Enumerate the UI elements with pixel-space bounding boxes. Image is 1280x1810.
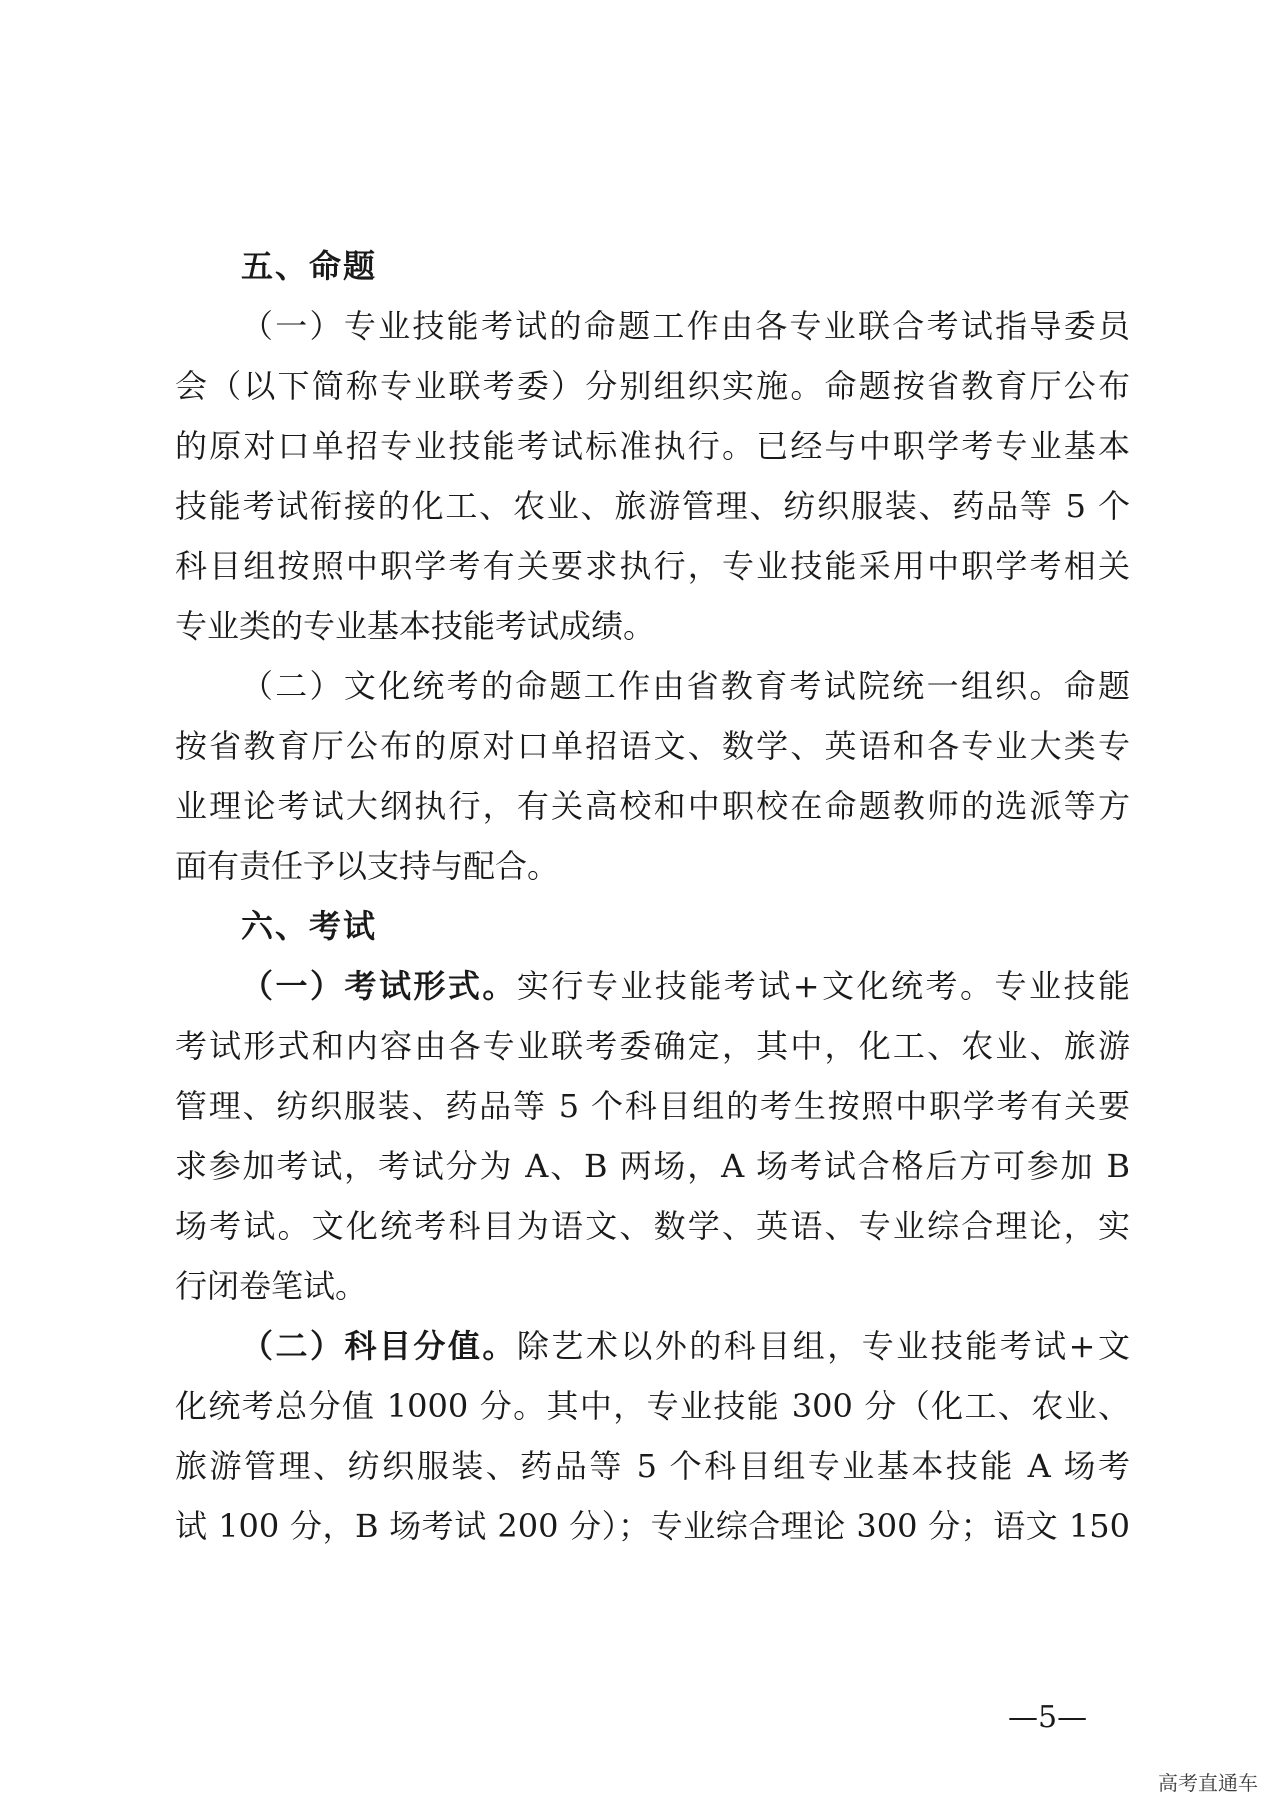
paragraph-5-2 (175, 656, 1130, 896)
text-line: （二）文化统考的命题工作由省教育考试院统一组织。命题 (241, 667, 1130, 705)
paragraph-6-2 (175, 1316, 1130, 1556)
text-line: 技能考试衔接的化工、农业、旅游管理、纺织服装、药品等 5 个 (175, 487, 1130, 525)
text-line: 管理、纺织服装、药品等 5 个科目组的考生按照中职学考有关要 (175, 1087, 1130, 1125)
paragraph-5-1 (175, 296, 1130, 656)
paragraph-lead: （一）考试形式。 (241, 967, 517, 1005)
page-number: —5— (1008, 1700, 1088, 1735)
text-line: 化统考总分值 1000 分。其中，专业技能 300 分（化工、农业、 (175, 1387, 1130, 1425)
text-line: 试 100 分，B 场考试 200 分）；专业综合理论 300 分；语文 150 (175, 1507, 1130, 1545)
text-line: 旅游管理、纺织服装、药品等 5 个科目组专业基本技能 A 场考 (175, 1447, 1130, 1485)
text-line: 会（以下简称专业联考委）分别组织实施。命题按省教育厅公布 (175, 367, 1130, 405)
paragraph-lead-rest: 实行专业技能考试+文化统考。专业技能 (516, 967, 1130, 1005)
paragraph-lead: （二）科目分值。 (241, 1327, 517, 1365)
text-line: 按省教育厅公布的原对口单招语文、数学、英语和各专业大类专 (175, 727, 1130, 765)
text-line: 求参加考试，考试分为 A、B 两场，A 场考试合格后方可参加 B (175, 1147, 1130, 1185)
text-line (175, 1316, 1130, 1376)
text-line: 面有责任予以支持与配合。 (175, 847, 560, 885)
text-line: 考试形式和内容由各专业联考委确定，其中，化工、农业、旅游 (175, 1027, 1130, 1065)
text-line: （一）专业技能考试的命题工作由各专业联合考试指导委员 (241, 307, 1130, 345)
section-heading-six: 六、考试 (241, 907, 378, 945)
text-line: 场考试。文化统考科目为语文、数学、英语、专业综合理论，实 (175, 1207, 1130, 1245)
text-line (175, 956, 1130, 1016)
paragraph-lead-rest: 除艺术以外的科目组，专业技能考试+文 (516, 1327, 1130, 1365)
watermark-text: 高考直通车 (1158, 1771, 1258, 1795)
text-line: 行闭卷笔试。 (175, 1267, 368, 1305)
text-line: 业理论考试大纲执行，有关高校和中职校在命题教师的选派等方 (175, 787, 1130, 825)
paragraph-6-1 (175, 956, 1130, 1316)
text-line: 的原对口单招专业技能考试标准执行。已经与中职学考专业基本 (175, 427, 1130, 465)
text-line: 专业类的专业基本技能考试成绩。 (175, 607, 656, 645)
text-line: 科目组按照中职学考有关要求执行，专业技能采用中职学考相关 (175, 547, 1130, 585)
section-heading-five: 五、命题 (241, 247, 378, 285)
document-body (175, 236, 1130, 1556)
